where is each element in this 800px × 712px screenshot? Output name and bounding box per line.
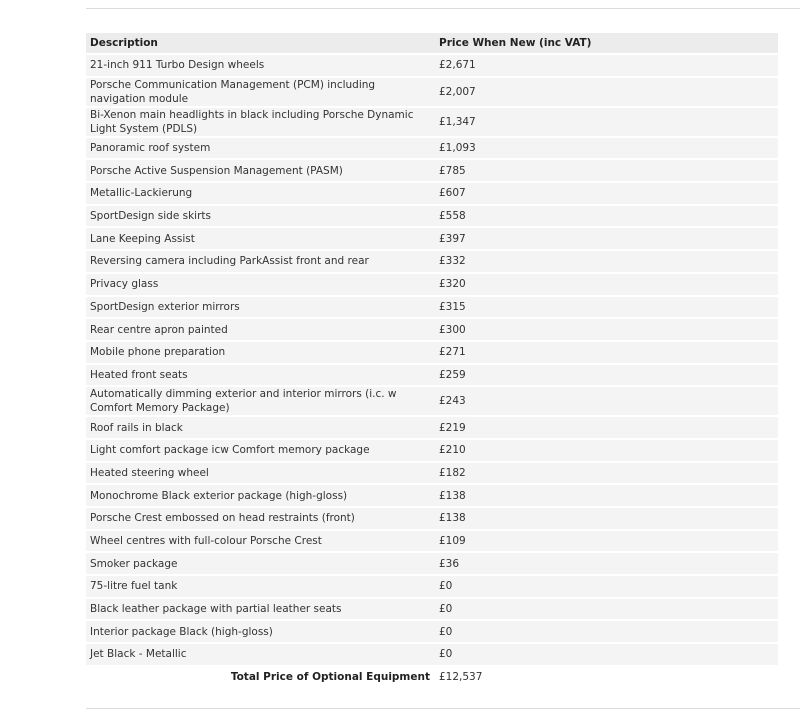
option-price: £1,093 [434,138,778,159]
table-row [86,297,778,318]
optional-equipment-table [86,31,778,689]
option-price: £182 [434,463,778,484]
option-description: 75-litre fuel tank [86,576,434,597]
option-description: Monochrome Black exterior package (high-gloss) [86,485,434,506]
top-divider [86,8,800,9]
option-price: £0 [434,644,778,665]
option-description: Lane Keeping Assist [86,228,434,249]
option-description: Porsche Active Suspension Management (PASM) [86,160,434,181]
table-row [86,108,778,136]
total-row [86,667,778,687]
option-price: £2,007 [434,78,778,106]
table-row [86,463,778,484]
option-description: Heated steering wheel [86,463,434,484]
table-row [86,138,778,159]
option-price: £138 [434,508,778,529]
option-description: SportDesign exterior mirrors [86,297,434,318]
option-description: Porsche Communication Management (PCM) including navigation module [86,78,434,106]
option-description: Automatically dimming exterior and interior mirrors (i.c. w Comfort Memory Package) [86,387,434,415]
option-description: Panoramic roof system [86,138,434,159]
table-row [86,55,778,76]
table-row [86,342,778,363]
table-row [86,274,778,295]
option-description: Wheel centres with full-colour Porsche Crest [86,531,434,552]
option-description: SportDesign side skirts [86,206,434,227]
table-row [86,251,778,272]
table-row [86,531,778,552]
option-description: Heated front seats [86,365,434,386]
table-row [86,621,778,642]
option-description: Smoker package [86,553,434,574]
option-price: £0 [434,576,778,597]
option-description: Reversing camera including ParkAssist front and rear [86,251,434,272]
table-row [86,417,778,438]
table-row [86,508,778,529]
option-price: £2,671 [434,55,778,76]
option-price: £320 [434,274,778,295]
option-price: £785 [434,160,778,181]
option-description: Black leather package with partial leather seats [86,599,434,620]
table-row [86,553,778,574]
table-row [86,440,778,461]
option-description: Porsche Crest embossed on head restraints (front) [86,508,434,529]
table-row [86,319,778,340]
description-column-header: Description [86,33,434,53]
option-price: £243 [434,387,778,415]
option-description: Interior package Black (high-gloss) [86,621,434,642]
table-row [86,387,778,415]
table-row [86,365,778,386]
total-label: Total Price of Optional Equipment [86,667,434,687]
option-price: £0 [434,621,778,642]
option-description: Rear centre apron painted [86,319,434,340]
option-price: £271 [434,342,778,363]
option-price: £36 [434,553,778,574]
option-description: Metallic-Lackierung [86,183,434,204]
table-header-row [86,33,778,53]
option-price: £259 [434,365,778,386]
option-price: £210 [434,440,778,461]
total-value: £12,537 [434,667,778,687]
option-price: £315 [434,297,778,318]
option-price: £109 [434,531,778,552]
option-description: 21-inch 911 Turbo Design wheels [86,55,434,76]
option-description: Mobile phone preparation [86,342,434,363]
option-price: £219 [434,417,778,438]
option-price: £558 [434,206,778,227]
bottom-divider [86,708,800,709]
option-price: £397 [434,228,778,249]
option-price: £1,347 [434,108,778,136]
option-description: Roof rails in black [86,417,434,438]
table-row [86,228,778,249]
option-price: £0 [434,599,778,620]
table-row [86,485,778,506]
table-row [86,599,778,620]
option-price: £138 [434,485,778,506]
option-description: Bi-Xenon main headlights in black including Porsche Dynamic Light System (PDLS) [86,108,434,136]
table-row [86,78,778,106]
table-row [86,644,778,665]
option-description: Privacy glass [86,274,434,295]
option-description: Jet Black - Metallic [86,644,434,665]
table-row [86,160,778,181]
price-column-header: Price When New (inc VAT) [434,33,778,53]
option-description: Light comfort package icw Comfort memory package [86,440,434,461]
table-row [86,576,778,597]
option-price: £300 [434,319,778,340]
table-row [86,183,778,204]
option-price: £332 [434,251,778,272]
option-price: £607 [434,183,778,204]
table-row [86,206,778,227]
